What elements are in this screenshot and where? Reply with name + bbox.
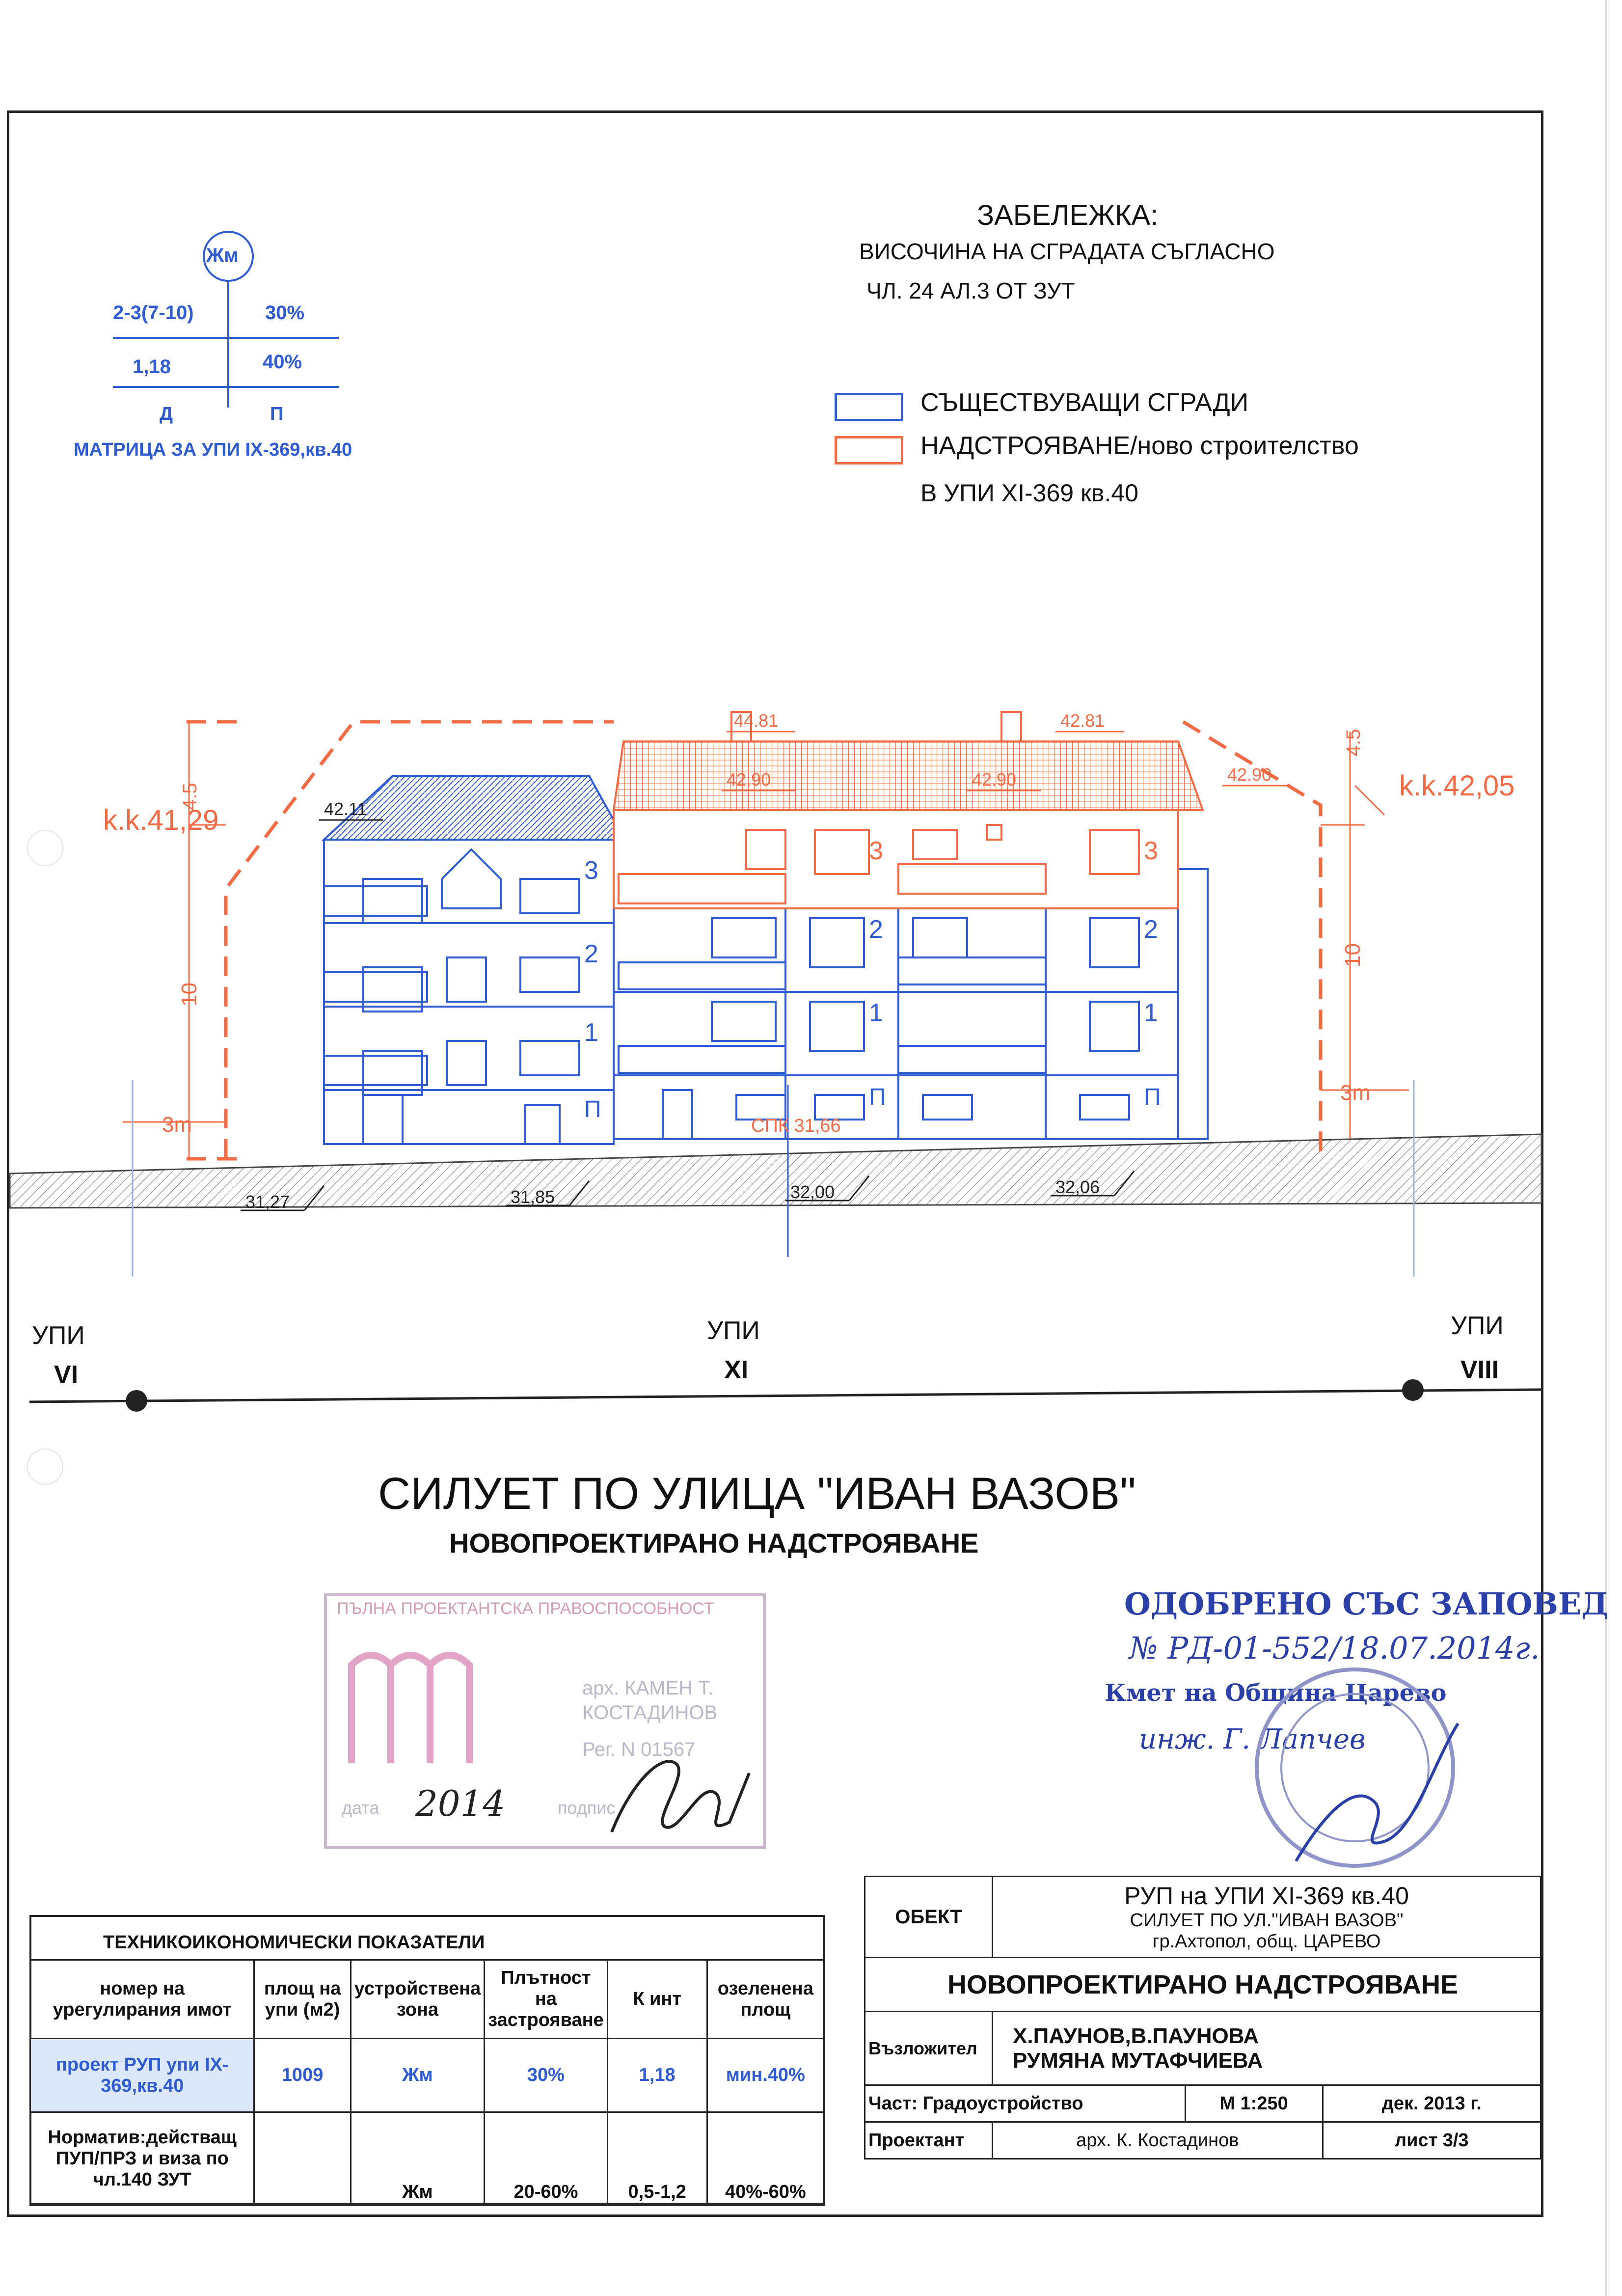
hdr-density: Плътност на застрояване [485,1960,607,2039]
client-label: Възложител [865,2012,993,2085]
upi-mid-number: XI [724,1356,749,1384]
title-block [864,1876,1541,2159]
row1-green: мин.40% [707,2039,824,2112]
approval-line-1: ОДОБРЕНО СЪС ЗАПОВЕД [1124,1586,1609,1622]
kk-right: k.k.42,05 [1399,770,1515,802]
kk-left: k.k.41,29 [103,804,219,836]
row1-area: 1009 [254,2039,351,2112]
table-row [30,2039,824,2112]
new-superstructure [614,712,1203,908]
legend-new-label-2: В УПИ XI-369 кв.40 [920,479,1138,507]
floor-p-label-right: П [1144,1084,1161,1110]
dim-4-5-right: 4.5 [1343,729,1364,756]
dim-3m-right: 3m [1340,1081,1371,1105]
sheet-number: лист 3/3 [1323,2122,1541,2159]
obekt-line-2: СИЛУЕТ ПО УЛ."ИВАН ВАЗОВ" [1130,1910,1404,1931]
punch-hole-top [27,830,63,866]
note-line1: ВИСОЧИНА НА СГРАДАТА СЪГЛАСНО [859,239,1275,264]
matrix-d-label: Д [160,404,173,424]
ground-mark-1: 31,27 [245,1192,290,1212]
hdr-plot-number: номер на урегулирания имот [30,1960,254,2039]
row1-plot: проект РУП упи IX-369,кв.40 [30,2039,254,2112]
designer-name: арх. К. Костадинов [993,2122,1323,2159]
mark-42-11: 42.11 [324,799,367,819]
matrix-height: 2-3(7-10) [113,302,194,324]
architect-stamp [324,1593,766,1849]
obekt-cell [993,1877,1541,1958]
matrix-density: 30% [265,302,305,324]
dim-10-right: 10 [1341,943,1365,967]
row1-kint: 1,18 [607,2039,707,2112]
ground-mark-4: 32,06 [1055,1177,1100,1197]
upi-mid-label: УПИ [707,1316,760,1345]
ground-mark-3: 32,00 [790,1182,835,1202]
upi-left-label: УПИ [32,1321,85,1350]
floor-1-label-mid: 1 [869,999,883,1027]
mark-44-81: 44.81 [734,711,779,731]
floor-2-label-right: 2 [1144,915,1158,944]
stamp-date-value: 2014 [415,1783,506,1824]
punch-hole-bottom [27,1449,63,1485]
mark-42-90-c: 42.90 [1227,765,1272,785]
client-line-1: Х.ПАУНОВ,В.ПАУНОВА [1013,2023,1259,2048]
floor-p-label-mid: П [869,1084,886,1110]
row2-kint: 0,5-1,2 [607,2112,707,2206]
floor-p-label-left: П [584,1096,601,1122]
row2-green: 40%-60% [707,2112,824,2206]
legend-new-label: НАДСТРОЯВАНЕ/ново строителство [920,432,1359,460]
scale-label: М 1:250 [1185,2085,1323,2122]
matrix-zone: Жм [206,245,239,266]
note-line2: ЧЛ. 24 АЛ.3 ОТ ЗУТ [866,278,1075,303]
ground-mark-2: 31,85 [511,1187,555,1207]
matrix-caption: МАТРИЦА ЗА УПИ IX-369,кв.40 [74,439,352,460]
ground-section [10,1134,1541,1208]
dim-4-5-left: 4.5 [179,783,201,810]
drawing-subtitle: НОВОПРОЕКТИРАНО НАДСТРОЯВАНЕ [449,1528,979,1558]
floor-2-label-left: 2 [584,940,598,968]
hdr-zone: устройствена зона [351,1960,485,2039]
client-cell [993,2012,1541,2085]
hdr-green: озеленена площ [707,1960,824,2039]
street-elevation [0,663,1622,1277]
mark-42-81: 42.81 [1060,711,1105,731]
upi-left-number: VI [54,1361,79,1389]
floor-3-label-mid: 3 [869,837,883,865]
stamp-reg: Рег. N 01567 [582,1739,696,1760]
date-label: дек. 2013 г. [1323,2085,1541,2122]
upi-right-number: VIII [1460,1356,1499,1384]
indicators-table [29,1959,825,2206]
floor-3-label-left: 3 [584,856,598,885]
stamp-header: ПЪЛНА ПРОЕКТАНТСКА ПРАВОСПОСОБНОСТ [337,1599,714,1618]
row1-density: 30% [485,2039,607,2112]
row1-zone: Жм [351,2039,485,2112]
row2-density: 20-60% [485,2112,607,2206]
matrix-p-label: П [270,404,284,424]
legend-new-swatch [835,436,903,465]
designer-label: Проектант [865,2122,993,2159]
titleblock-heading: НОВОПРОЕКТИРАНО НАДСТРОЯВАНЕ [865,1958,1541,2012]
matrix-kint: 1,18 [133,356,171,378]
municipal-seal [1227,1655,1483,1890]
hdr-kint: К инт [607,1960,707,2039]
stamp-sign-label: подпис [558,1798,616,1818]
upi-matrix [74,231,352,476]
stamp-name-2: КОСТАДИНОВ [582,1702,718,1723]
dim-10-left: 10 [177,983,201,1007]
part-label: Част: Градоустройство [865,2085,1186,2122]
legend-existing-swatch [835,393,903,421]
floor-2-label-mid: 2 [869,915,883,944]
approval-line-3: Кмет на Община Царево [1105,1679,1447,1707]
legend-existing-label: СЪЩЕСТВУВАЩИ СГРАДИ [920,388,1249,417]
architect-signature [602,1724,759,1852]
mark-42-90-a: 42.90 [727,769,771,790]
note-title: ЗАБЕЛЕЖКА: [977,199,1159,231]
stamp-logo [342,1636,479,1773]
stamp-date-label: дата [342,1798,379,1818]
obekt-label: ОБЕКТ [865,1877,993,1958]
stamp-name-1: арх. КАМЕН Т. [582,1677,714,1699]
floor-1-label-left: 1 [584,1018,598,1047]
row2-area [254,2112,351,2206]
row2-plot: Норматив:действащ ПУП/ПРЗ и виза по чл.140 ЗУТ [30,2112,254,2206]
matrix-green: 40% [263,351,302,373]
floor-3-label-right: 3 [1144,837,1158,865]
mark-42-90-b: 42.90 [972,769,1017,790]
drawing-title: СИЛУЕТ ПО УЛИЦА "ИВАН ВАЗОВ" [378,1469,1136,1519]
spk-mark: СПК 31,66 [751,1116,841,1136]
hdr-area: площ на упи (м2) [254,1960,351,2039]
obekt-line-3: гр.Ахтопол, общ. ЦАРЕВО [1152,1931,1381,1952]
existing-building-left [324,776,614,1144]
floor-1-label-right: 1 [1144,999,1158,1027]
approval-line-2: № РД-01-552/18.07.2014г. [1129,1630,1540,1666]
approval-line-4: инж. Г. Лапчев [1139,1723,1366,1755]
obekt-line-1: РУП на УПИ XI-369 кв.40 [1124,1882,1409,1910]
upi-right-label: УПИ [1451,1312,1504,1340]
dim-3m-left: 3m [162,1113,192,1137]
client-line-2: РУМЯНА МУТАФЧИЕВА [1013,2048,1263,2073]
row2-zone: Жм [351,2112,485,2206]
upi-line [0,1375,1571,1434]
indicators-title: ТЕХНИКОИКОНОМИЧЕСКИ ПОКАЗАТЕЛИ [103,1932,485,1953]
table-row [30,2112,824,2206]
